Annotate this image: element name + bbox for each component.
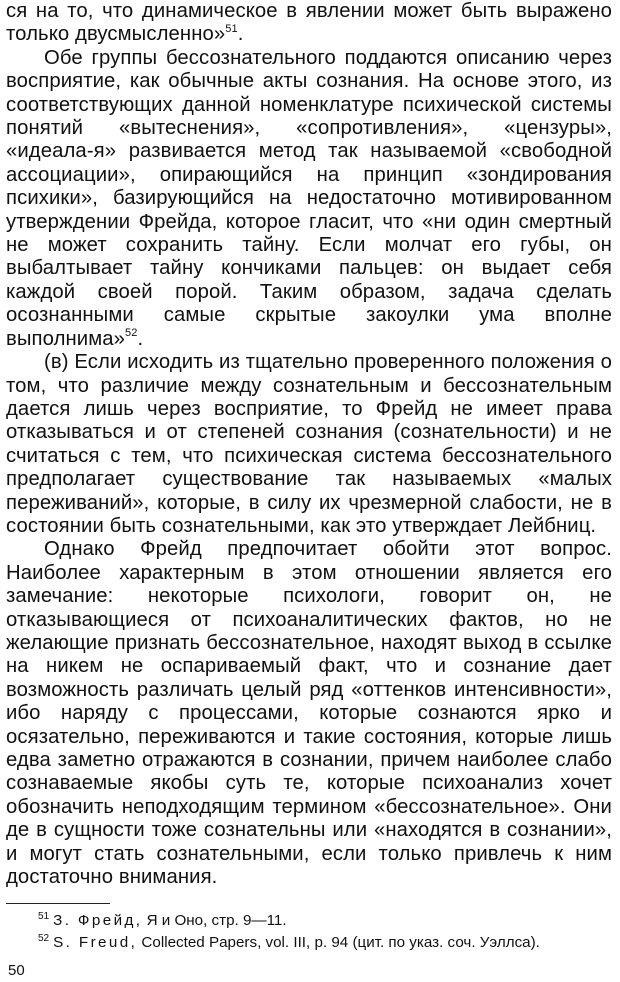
footnote-number: 52: [38, 932, 50, 944]
paragraph-2: [6, 47, 612, 351]
footnote-51: [0, 910, 612, 932]
main-text: [6, 0, 612, 889]
footnote-text: Collected Papers, vol. III, p. 94 (цит. по указ. соч. Уэллса).: [137, 934, 540, 951]
paragraph-4-text: Однако Фрейд предпочитает обойти этот вопрос. Наиболее характерным в этом отношении является его замечание: некоторые психологи, говорит он, не отказывающиеся от психоаналитических фактов, но не желающие признать бессознательное, находят выход в ссылке на никем не оспариваемый факт, что и сознание дает возможность различать целый ряд «оттенков интенсивности», ибо наряду с процессами, которые сознаются ярко и осязательно, переживаются и такие состояния, которые лишь едва заметно отражаются в сознании, причем наиболее слабо сознаваемые якобы суть те, которые психоанализ хочет обозначить неподходящим термином «бессознательное». Они де в сущности тоже сознательны или «находятся в сознании», и могут стать сознательными, если только привлечь к ним достаточно внимания.: [6, 538, 612, 889]
footnote-52: [0, 932, 612, 954]
paragraph-1-text: ся на то, что динамическое в явлении может быть выражено только двусмысленно»: [6, 0, 612, 46]
paragraph-2-tail: .: [137, 327, 144, 350]
footnote-ref-51[interactable]: 51: [225, 22, 238, 35]
page-number: 50: [8, 962, 25, 979]
footnote-author: S. Freud,: [53, 934, 138, 951]
footnote-number: 51: [38, 910, 50, 922]
paragraph-1-tail: .: [237, 23, 244, 46]
paragraph-4: [6, 538, 612, 889]
paragraph-3-text: (в) Если исходить из тщательно проверенного положения о том, что различие между сознательным и бессознательным дается лишь через восприятие, то Фрейд не имеет права отказываться и от степеней сознания (сознательности) и не считаться с тем, что психическая система бессознательного предполагает существование так называемых «малых переживаний», которые, в силу их чрезмерной слабости, не в состоянии быть сознательными, как это утверждает Лейбниц.: [6, 351, 612, 537]
paragraph-3: [6, 351, 612, 538]
paragraph-2-text: Обе группы бессознательного поддаются описанию через восприятие, как обычные акты сознания. На основе этого, из соответствующих данной номенклатуре психической системы понятий «вытеснения», «сопротивления», «цензуры», «идеала-я» развивается метод так называемой «свободной ассоциации», опирающийся на принцип «зондирования психики», базирующийся на недостаточно мотивированном утверждении Фрейда, которое гласит, что «ни один смертный не может сохранить тайну. Если молчат его губы, он выбалтывает тайну кончиками пальцев: он выдает себя каждой своей порой. Таким образом, задача сделать осознанными самые скрытые закоулки ума вполне выполнима»: [6, 46, 612, 350]
footnotes: [0, 910, 612, 954]
footnote-ref-52[interactable]: 52: [125, 326, 138, 339]
footnote-text: Я и Оно, стр. 9—11.: [142, 912, 287, 929]
footnote-divider: [6, 903, 110, 904]
footnote-author: З. Фрейд,: [53, 912, 143, 929]
paragraph-1: [6, 0, 612, 47]
